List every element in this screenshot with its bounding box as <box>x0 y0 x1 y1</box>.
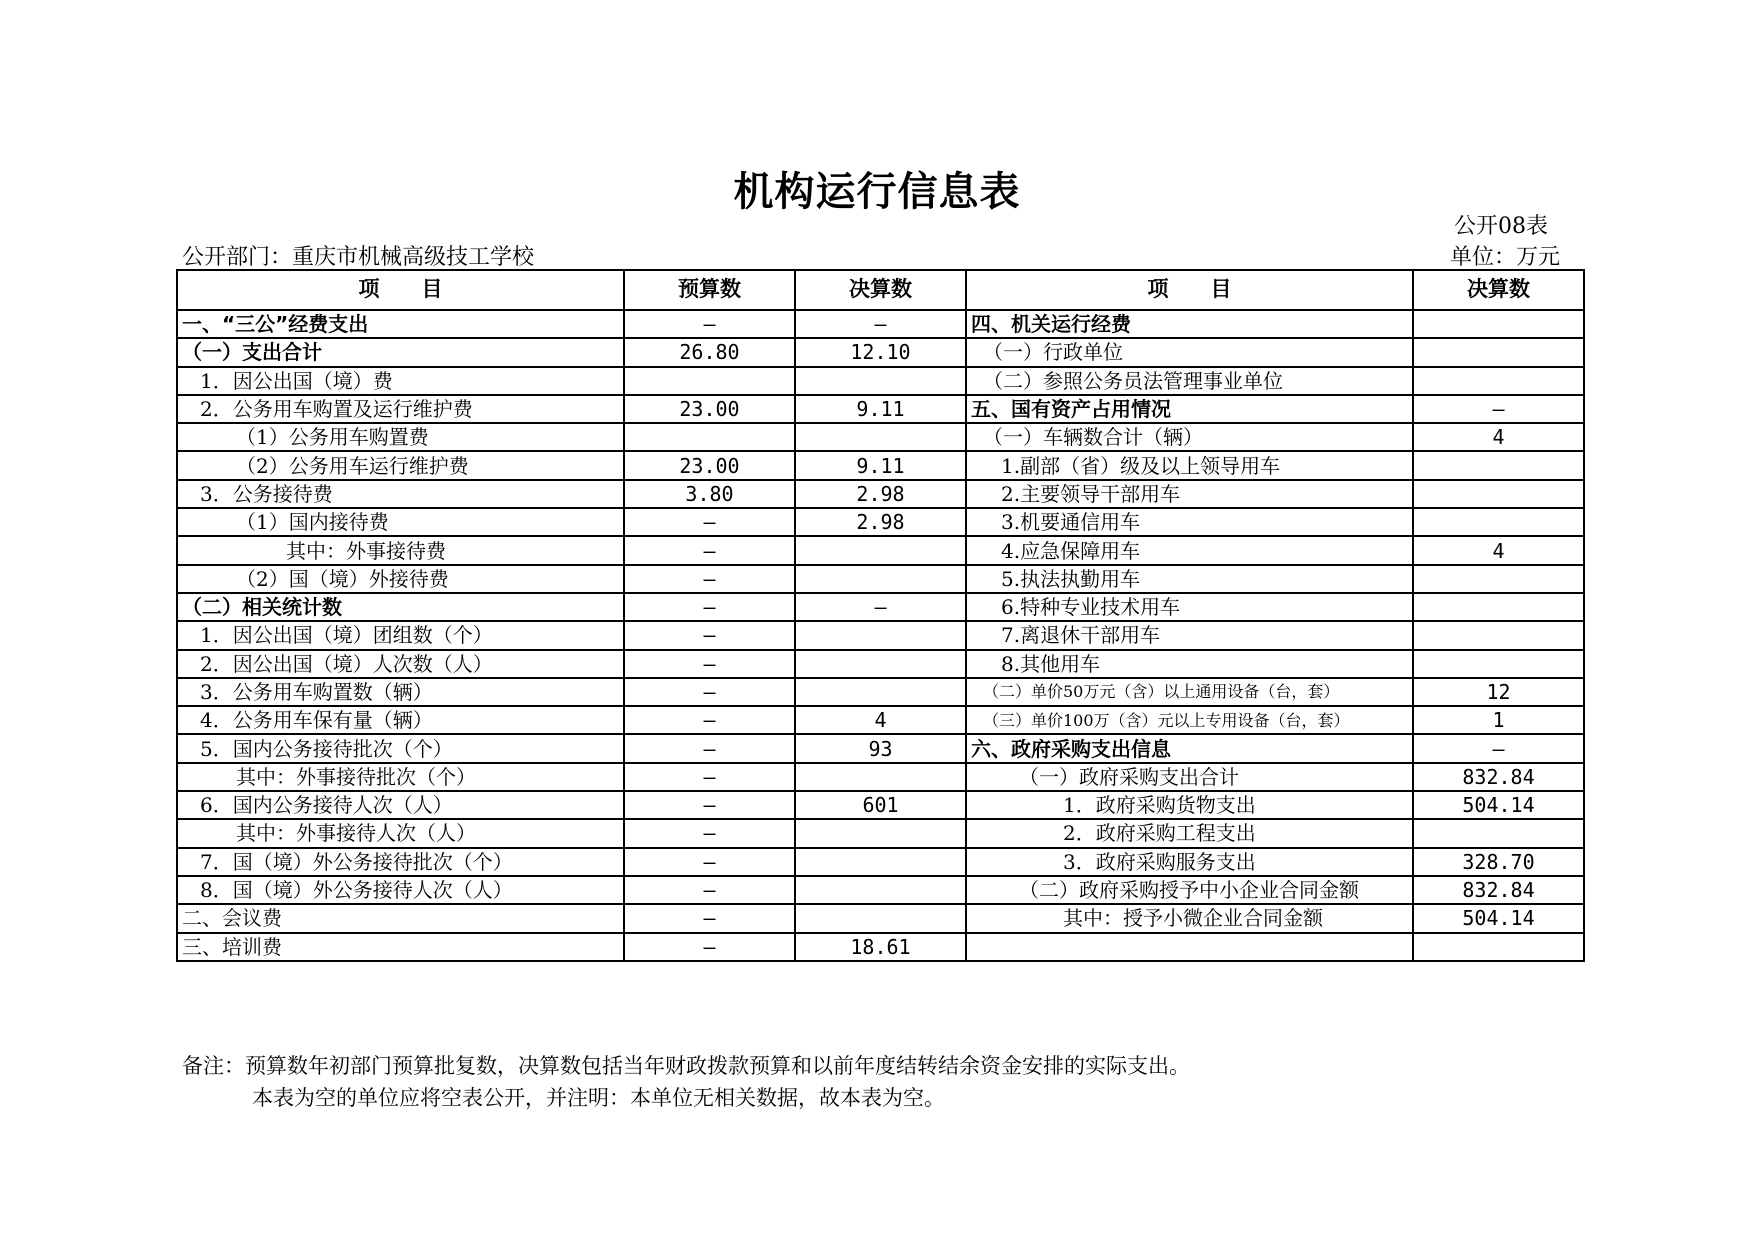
unit-label: 单位：万元 <box>1449 245 1560 270</box>
left-budget-cell: 23.00 <box>624 451 795 479</box>
left-final-cell <box>795 819 966 847</box>
left-item-cell: 一、“三公”经费支出 <box>177 310 624 338</box>
right-item-cell: 2.主要领导干部用车 <box>966 480 1413 508</box>
left-budget-cell: — <box>624 678 795 706</box>
right-item-cell <box>966 933 1413 961</box>
table-row <box>177 734 1584 762</box>
left-budget-cell: — <box>624 734 795 762</box>
right-final-cell <box>1413 367 1584 395</box>
right-item-cell: 1．政府采购货物支出 <box>966 791 1413 819</box>
table-row <box>177 480 1584 508</box>
left-item-cell: 1．因公出国（境）团组数（个） <box>177 621 624 649</box>
table-row <box>177 451 1584 479</box>
table-header-row <box>177 270 1584 310</box>
right-item-cell: 7.离退休干部用车 <box>966 621 1413 649</box>
left-budget-cell: — <box>624 593 795 621</box>
note-line-1: 备注：预算数年初部门预算批复数，决算数包括当年财政拨款预算和以前年度结转结余资金安排的实际支出。 <box>182 1054 1190 1078</box>
left-final-cell <box>795 848 966 876</box>
left-item-cell: （1）公务用车购置费 <box>177 423 624 451</box>
right-final-cell: 504.14 <box>1413 904 1584 932</box>
right-item-cell: 其中：授予小微企业合同金额 <box>966 904 1413 932</box>
table-row <box>177 848 1584 876</box>
left-final-cell: — <box>795 593 966 621</box>
right-final-cell <box>1413 819 1584 847</box>
right-final-cell <box>1413 508 1584 536</box>
right-item-cell: （二）政府采购授予中小企业合同金额 <box>966 876 1413 904</box>
table-row <box>177 565 1584 593</box>
left-budget-cell: — <box>624 508 795 536</box>
header-budget: 预算数 <box>624 270 795 310</box>
left-final-cell: 2.98 <box>795 508 966 536</box>
table-row <box>177 338 1584 366</box>
right-item-cell: （一）行政单位 <box>966 338 1413 366</box>
left-budget-cell: — <box>624 536 795 564</box>
left-final-cell <box>795 678 966 706</box>
header-item-right: 项 目 <box>966 270 1413 310</box>
left-item-cell: 4．公务用车保有量（辆） <box>177 706 624 734</box>
left-item-cell: 3．公务接待费 <box>177 480 624 508</box>
table-row <box>177 536 1584 564</box>
right-item-cell: 2．政府采购工程支出 <box>966 819 1413 847</box>
left-final-cell <box>795 650 966 678</box>
right-final-cell: 328.70 <box>1413 848 1584 876</box>
left-final-cell <box>795 876 966 904</box>
right-item-cell: 3．政府采购服务支出 <box>966 848 1413 876</box>
left-final-cell: 12.10 <box>795 338 966 366</box>
right-item-cell: 1.副部（省）级及以上领导用车 <box>966 451 1413 479</box>
right-final-cell: 1 <box>1413 706 1584 734</box>
right-final-cell: 832.84 <box>1413 876 1584 904</box>
right-final-cell <box>1413 480 1584 508</box>
left-item-cell: 1．因公出国（境）费 <box>177 367 624 395</box>
left-final-cell <box>795 367 966 395</box>
left-item-cell: （2）公务用车运行维护费 <box>177 451 624 479</box>
left-budget-cell: — <box>624 848 795 876</box>
right-final-cell <box>1413 621 1584 649</box>
left-final-cell: 18.61 <box>795 933 966 961</box>
right-final-cell: — <box>1413 395 1584 423</box>
left-item-cell: 2．因公出国（境）人次数（人） <box>177 650 624 678</box>
left-final-cell <box>795 536 966 564</box>
table-row <box>177 621 1584 649</box>
right-item-cell: 5.执法执勤用车 <box>966 565 1413 593</box>
left-budget-cell <box>624 423 795 451</box>
right-final-cell: — <box>1413 734 1584 762</box>
right-item-cell: 4.应急保障用车 <box>966 536 1413 564</box>
left-item-cell: 其中：外事接待人次（人） <box>177 819 624 847</box>
left-item-cell: 二、会议费 <box>177 904 624 932</box>
left-budget-cell: 23.00 <box>624 395 795 423</box>
left-final-cell: 4 <box>795 706 966 734</box>
left-item-cell: 7．国（境）外公务接待批次（个） <box>177 848 624 876</box>
table-row <box>177 678 1584 706</box>
left-item-cell: 其中：外事接待费 <box>177 536 624 564</box>
left-final-cell <box>795 904 966 932</box>
left-final-cell: 9.11 <box>795 451 966 479</box>
department-label: 公开部门：重庆市机械高级技工学校 <box>182 245 535 270</box>
left-item-cell: （一）支出合计 <box>177 338 624 366</box>
left-item-cell: 三、培训费 <box>177 933 624 961</box>
left-budget-cell: — <box>624 819 795 847</box>
right-final-cell: 4 <box>1413 423 1584 451</box>
header-final: 决算数 <box>795 270 966 310</box>
right-item-cell: （一）车辆数合计（辆） <box>966 423 1413 451</box>
left-budget-cell: — <box>624 565 795 593</box>
left-final-cell <box>795 423 966 451</box>
table-row <box>177 395 1584 423</box>
left-item-cell: （1）国内接待费 <box>177 508 624 536</box>
left-budget-cell: 3.80 <box>624 480 795 508</box>
right-item-cell: （二）单价50万元（含）以上通用设备（台，套） <box>966 678 1413 706</box>
table-row <box>177 791 1584 819</box>
left-budget-cell: — <box>624 876 795 904</box>
right-item-cell: 四、机关运行经费 <box>966 310 1413 338</box>
table-row <box>177 904 1584 932</box>
right-item-cell: 6.特种专业技术用车 <box>966 593 1413 621</box>
right-item-cell: （三）单价100万（含）元以上专用设备（台，套） <box>966 706 1413 734</box>
left-item-cell: 8．国（境）外公务接待人次（人） <box>177 876 624 904</box>
note-line-2: 本表为空的单位应将空表公开，并注明：本单位无相关数据，故本表为空。 <box>252 1086 945 1110</box>
right-item-cell: 六、政府采购支出信息 <box>966 734 1413 762</box>
left-item-cell: 3．公务用车购置数（辆） <box>177 678 624 706</box>
right-final-cell <box>1413 593 1584 621</box>
left-item-cell: 5．国内公务接待批次（个） <box>177 734 624 762</box>
right-final-cell: 4 <box>1413 536 1584 564</box>
right-final-cell <box>1413 310 1584 338</box>
right-final-cell: 12 <box>1413 678 1584 706</box>
header-final-right: 决算数 <box>1413 270 1584 310</box>
left-final-cell: 2.98 <box>795 480 966 508</box>
table-row <box>177 876 1584 904</box>
left-budget-cell: — <box>624 310 795 338</box>
right-item-cell: （一）政府采购支出合计 <box>966 763 1413 791</box>
right-final-cell <box>1413 650 1584 678</box>
left-final-cell <box>795 763 966 791</box>
table-row <box>177 593 1584 621</box>
left-budget-cell: — <box>624 904 795 932</box>
table-row <box>177 819 1584 847</box>
right-item-cell: （二）参照公务员法管理事业单位 <box>966 367 1413 395</box>
left-item-cell: （2）国（境）外接待费 <box>177 565 624 593</box>
right-item-cell: 五、国有资产占用情况 <box>966 395 1413 423</box>
right-item-cell: 3.机要通信用车 <box>966 508 1413 536</box>
left-budget-cell: — <box>624 650 795 678</box>
left-final-cell: 93 <box>795 734 966 762</box>
left-budget-cell <box>624 367 795 395</box>
left-final-cell: — <box>795 310 966 338</box>
left-final-cell <box>795 565 966 593</box>
table-row <box>177 423 1584 451</box>
right-final-cell <box>1413 451 1584 479</box>
left-final-cell: 601 <box>795 791 966 819</box>
table-row <box>177 508 1584 536</box>
left-budget-cell: — <box>624 706 795 734</box>
info-table <box>176 269 1585 962</box>
left-budget-cell: 26.80 <box>624 338 795 366</box>
table-row <box>177 706 1584 734</box>
right-final-cell: 832.84 <box>1413 763 1584 791</box>
left-final-cell: 9.11 <box>795 395 966 423</box>
right-final-cell <box>1413 338 1584 366</box>
right-item-cell: 8.其他用车 <box>966 650 1413 678</box>
left-budget-cell: — <box>624 791 795 819</box>
left-item-cell: （二）相关统计数 <box>177 593 624 621</box>
left-item-cell: 其中：外事接待批次（个） <box>177 763 624 791</box>
right-final-cell <box>1413 933 1584 961</box>
table-row <box>177 310 1584 338</box>
header-item: 项 目 <box>177 270 624 310</box>
left-final-cell <box>795 621 966 649</box>
left-budget-cell: — <box>624 621 795 649</box>
right-final-cell <box>1413 565 1584 593</box>
table-row <box>177 933 1584 961</box>
table-row <box>177 367 1584 395</box>
left-item-cell: 2．公务用车购置及运行维护费 <box>177 395 624 423</box>
table-row <box>177 650 1584 678</box>
left-budget-cell: — <box>624 763 795 791</box>
left-budget-cell: — <box>624 933 795 961</box>
page-title: 机构运行信息表 <box>733 169 1021 215</box>
right-final-cell: 504.14 <box>1413 791 1584 819</box>
left-item-cell: 6．国内公务接待人次（人） <box>177 791 624 819</box>
table-number: 公开08表 <box>1454 214 1548 239</box>
table-row <box>177 763 1584 791</box>
